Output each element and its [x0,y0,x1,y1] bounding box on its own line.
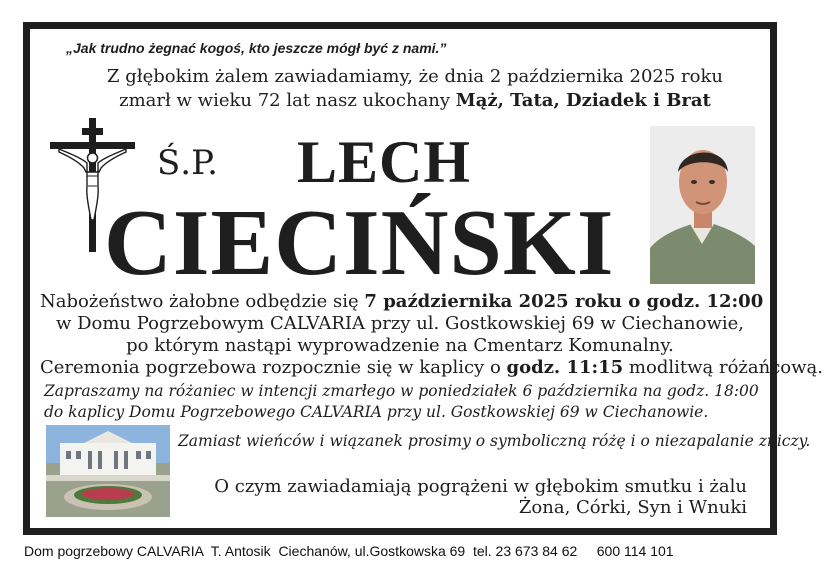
footer-contact: Dom pogrzebowy CALVARIA T. Antosik Ciechanów, ul.Gostkowska 69 tel. 23 673 84 62 600 114 101 [24,542,674,559]
intro-line-2 [85,90,745,111]
deceased-photo [650,126,755,284]
closing-line-1: O czym zawiadamiają pogrążeni w głębokim smutku i żalu [214,476,747,497]
last-name: CIECIŃSKI [104,191,615,295]
first-name: LECH [297,129,472,195]
rosary-line-2: do kaplicy Domu Pogrzebowego CALVARIA przy ul. Gostkowskiej 69 w Ciechanowie. [44,403,709,421]
service-text: Nabożeństwo żałobne odbędzie się [40,291,365,312]
prefix-sp: Ś.P. [157,143,218,183]
service-line-2: w Domu Pogrzebowym CALVARIA przy ul. Gostkowskiej 69 w Ciechanowie, [55,313,745,334]
intro-text: zmarł w wieku 72 lat nasz ukochany [119,90,456,111]
closing-line-2: Żona, Córki, Syn i Wnuki [518,497,747,518]
funeral-home-photo [46,425,170,517]
flowers-request: Zamiast wieńców i wiązanek prosimy o symboliczną różę i o niezapalanie zniczy. [178,432,811,450]
ceremony-text: Ceremonia pogrzebowa rozpocznie się w kaplicy o [40,357,507,378]
rosary-line-1: Zapraszamy na różaniec w intencji zmarłego w poniedziałek 6 października na godz. 18:00 [44,382,759,400]
quote: „Jak trudno żegnać kogoś, kto jeszcze mógł być z nami.” [66,40,447,56]
service-line-1 [40,291,764,312]
ceremony-suffix: modlitwą różańcową. [623,357,823,378]
service-line-4 [40,357,823,378]
service-line-3: po którym nastąpi wyprowadzenie na Cmentarz Komunalny. [126,335,674,356]
service-date: 7 października 2025 roku o godz. 12:00 [364,291,764,312]
ceremony-time: godz. 11:15 [506,357,624,378]
relations-text: Mąż, Tata, Dziadek i Brat [455,90,711,111]
intro-line-1: Z głębokim żalem zawiadamiamy, że dnia 2 października 2025 roku [107,66,723,87]
